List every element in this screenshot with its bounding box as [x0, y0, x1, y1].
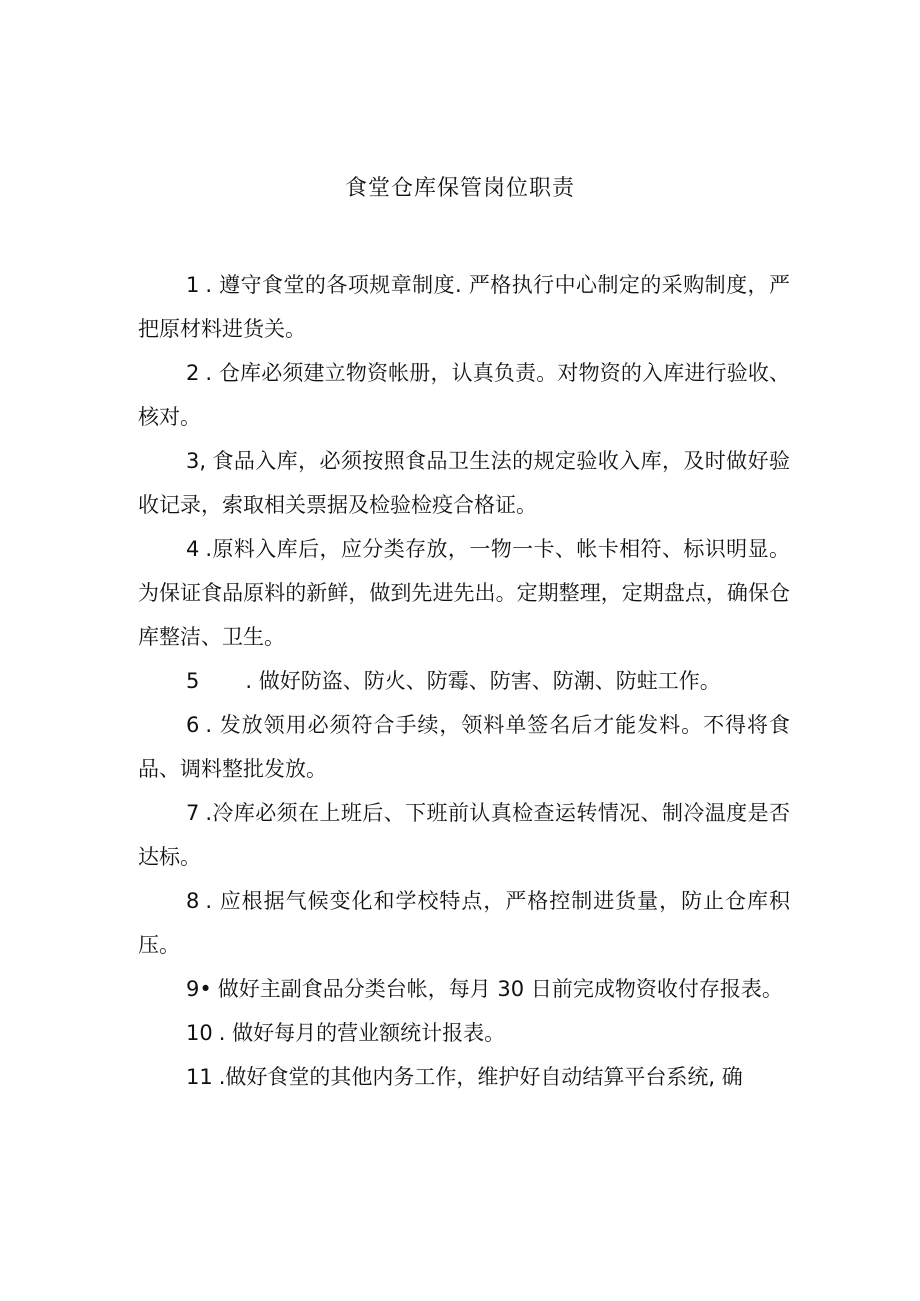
item-text: 食品入库，必须按照食品卫生法的规定验收入库，及时做好验收记录，索取相关票据及检验检疫合格证。 [138, 449, 790, 517]
item-number: 6 [186, 713, 200, 737]
item-number: 1 [186, 273, 200, 297]
list-item [138, 703, 790, 791]
item-text: . 发放领用必须符合手续，领料单签名后才能发料。不得将食品、调料整批发放。 [138, 713, 790, 781]
item-number: 8 [186, 889, 200, 913]
item-number: 3, [186, 449, 207, 473]
item-text: . 仓库必须建立物资帐册，认真负责。对物资的入库进行验收、核对。 [138, 361, 790, 429]
list-item [138, 439, 790, 527]
list-item [138, 791, 790, 879]
item-text: .原料入库后，应分类存放，一物一卡、帐卡相符、标识明显。为保证食品原料的新鲜，做到先进先出。定期整理，定期盘点，确保仓库整洁、卫生。 [138, 537, 790, 649]
list-item [138, 351, 790, 439]
item-text: . 应根据气候变化和学校特点，严格控制进货量，防止仓库积压。 [138, 889, 790, 957]
item-text: .做好食堂的其他内务工作，维护好自动结算平台系统, 确 [218, 1065, 743, 1089]
item-number: 4 [186, 537, 200, 561]
item-number: 7 [186, 801, 200, 825]
item-text: .冷库必须在上班后、下班前认真检查运转情况、制冷温度是否达标。 [138, 801, 790, 869]
item-number: 5 [186, 669, 200, 693]
page-title: 食堂仓库保管岗位职责 [344, 176, 575, 201]
duty-list [138, 263, 790, 1099]
list-item [138, 527, 790, 659]
list-item [138, 263, 790, 351]
list-item [138, 1011, 790, 1055]
item-text: . 遵守食堂的各项规章制度. 严格执行中心制定的采购制度，严把原材料进货关。 [138, 273, 790, 341]
item-text: 做好主副食品分类台帐，每月 30 日前完成物资收付存报表。 [217, 977, 783, 1001]
list-item [138, 1055, 790, 1099]
item-text: . 做好防盗、防火、防霉、防害、防潮、防蛀工作。 [245, 669, 721, 693]
list-item [138, 879, 790, 967]
item-number: 11 [186, 1065, 213, 1089]
list-item [138, 967, 790, 1011]
item-number: 10 [186, 1021, 213, 1045]
item-text: . 做好每月的营业额统计报表。 [218, 1021, 506, 1045]
list-item [138, 659, 790, 703]
item-number: 9• [186, 977, 212, 1001]
item-number: 2 [186, 361, 200, 385]
